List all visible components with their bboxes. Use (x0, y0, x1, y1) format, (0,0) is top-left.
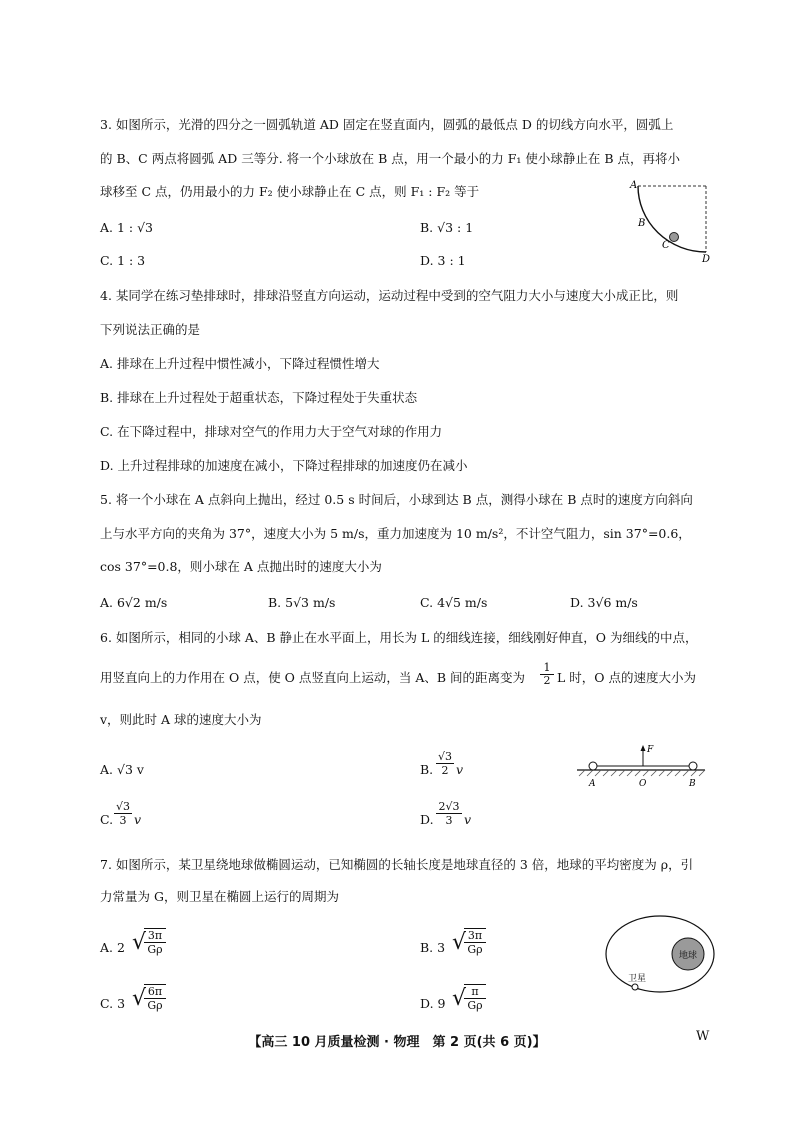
q7-option-a-num: 3π (147, 929, 163, 942)
q6-option-b-den: 2 (436, 763, 454, 777)
q6-option-d-suffix: v (464, 812, 472, 827)
q7-option-d-num: π (471, 985, 479, 998)
q6-option-c-prefix: C. (100, 812, 114, 827)
q3-option-d: D. 3 : 1 (420, 253, 466, 268)
q6-label-a: A (589, 779, 596, 789)
q6-option-c-fraction (114, 800, 132, 827)
q6-string-figure (573, 744, 709, 790)
q3-arc-figure (626, 180, 716, 265)
q7-stem-line-2: 力常量为 G，则卫星在椭圆上运行的周期为 (100, 889, 339, 904)
q7-option-d-den: Gρ (464, 998, 486, 1012)
q6-option-d-prefix: D. (420, 812, 434, 827)
q3-label-b: B (638, 218, 646, 229)
sqrt-icon: √ (132, 930, 147, 955)
q3-label-a: A (630, 180, 638, 191)
q6-label-b: B (689, 779, 696, 789)
q6-label-f: F (647, 745, 654, 755)
q6-option-c-den: 3 (114, 813, 132, 827)
q5-stem-line-2: 上与水平方向的夹角为 37°，速度大小为 5 m/s，重力加速度为 10 m/s²，不计空气阻力，sin 37°=0.6， (100, 526, 691, 541)
q6-option-c-num: √3 (115, 800, 130, 813)
q6-option-b-prefix: B. (420, 762, 434, 777)
q3-stem-line-3: 球移至 C 点，仍用最小的力 F₂ 使小球静止在 C 点，则 F₁ : F₂ 等于 (100, 184, 480, 199)
q5-stem-line-1: 5. 将一个小球在 A 点斜向上抛出，经过 0.5 s 时间后，小球到达 B 点，测得小球在 B 点时的速度方向斜向 (100, 492, 693, 507)
q7-stem-line-1: 7. 如图所示，某卫星绕地球做椭圆运动，已知椭圆的长轴长度是地球直径的 3 倍，地球的平均密度为 ρ，引 (100, 857, 694, 872)
q5-option-d: D. 3√6 m/s (570, 595, 638, 610)
q3-stem-line-2: 的 B、C 两点将圆弧 AD 三等分. 将一个小球放在 B 点，用一个最小的力 F₁ 使小球静止在 B 点，再将小 (100, 151, 681, 166)
q7-option-b-prefix: B. 3 (420, 940, 446, 955)
q7-option-b-num: 3π (467, 929, 483, 942)
q5-option-a: A. 6√2 m/s (100, 595, 168, 610)
sqrt-icon: √ (452, 930, 467, 955)
q7-option-c-prefix: C. 3 (100, 996, 126, 1011)
q3-option-a: A. 1 : √3 (100, 220, 154, 235)
q6-option-d-den: 3 (436, 813, 462, 827)
q6-option-b-num: √3 (437, 750, 452, 763)
q5-option-b: B. 5√3 m/s (268, 595, 336, 610)
q7-option-a-prefix: A. 2 (100, 940, 125, 955)
q4-option-b: B. 排球在上升过程处于超重状态，下降过程处于失重状态 (100, 390, 418, 405)
corner-mark: W (696, 1029, 710, 1044)
q3-label-d: D (702, 254, 711, 265)
q7-option-c-num: 6π (147, 985, 163, 998)
q6-option-d-fraction (436, 800, 462, 827)
q4-option-d: D. 上升过程排球的加速度在减小，下降过程排球的加速度仍在减小 (100, 458, 468, 473)
q4-stem-line-2: 下列说法正确的是 (100, 322, 201, 337)
q6-fraction-num: 1 (543, 661, 551, 674)
q3-option-c: C. 1 : 3 (100, 253, 146, 268)
q4-option-c: C. 在下降过程中，排球对空气的作用力大于空气对球的作用力 (100, 424, 443, 439)
q4-option-a: A. 排球在上升过程中惯性减小，下降过程惯性增大 (100, 356, 380, 371)
q6-option-c-suffix: v (134, 812, 142, 827)
sqrt-icon: √ (132, 986, 147, 1011)
q6-stem-line-2a: 用竖直向上的力作用在 O 点，使 O 点竖直向上运动，当 A、B 间的距离变为 (100, 670, 526, 685)
q7-option-a-den: Gρ (144, 942, 166, 956)
q6-label-o: O (639, 779, 647, 789)
q6-option-b-fraction (436, 750, 454, 777)
q6-stem-line-2b: L 时，O 点的速度大小为 (557, 670, 696, 685)
q7-satellite-label: 卫星 (628, 974, 647, 984)
q3-option-b: B. √3 : 1 (420, 220, 474, 235)
q6-stem-line-1: 6. 如图所示，相同的小球 A、B 静止在水平面上，用长为 L 的细线连接，细线刚好伸直，O 为细线的中点， (100, 630, 698, 645)
q7-option-d-prefix: D. 9 (420, 996, 446, 1011)
sqrt-icon: √ (452, 986, 467, 1011)
q3-label-c: C (662, 240, 670, 251)
q6-option-b-suffix: v (456, 762, 464, 777)
q5-stem-line-3: cos 37°=0.8，则小球在 A 点抛出时的速度大小为 (100, 559, 382, 574)
q5-option-c: C. 4√5 m/s (420, 595, 488, 610)
q7-option-c-den: Gρ (144, 998, 166, 1012)
q7-earth-label: 地球 (678, 951, 698, 961)
q6-stem-line-3: v，则此时 A 球的速度大小为 (100, 712, 262, 727)
q4-stem-line-1: 4. 某同学在练习垫排球时，排球沿竖直方向运动，运动过程中受到的空气阻力大小与速度大小成正比，则 (100, 288, 679, 303)
page-footer: 【高三 10 月质量检测 · 物理 第 2 页(共 6 页)】 (248, 1035, 546, 1050)
q6-option-d-num: 2√3 (438, 800, 460, 813)
q6-fraction-half (540, 662, 554, 687)
q7-ellipse-figure (604, 914, 720, 998)
q7-option-b-den: Gρ (464, 942, 486, 956)
q6-option-a: A. √3 v (100, 762, 144, 777)
q6-fraction-den: 2 (540, 674, 554, 687)
q3-stem-line-1: 3. 如图所示，光滑的四分之一圆弧轨道 AD 固定在竖直面内，圆弧的最低点 D 的切线方向水平，圆弧上 (100, 117, 674, 132)
